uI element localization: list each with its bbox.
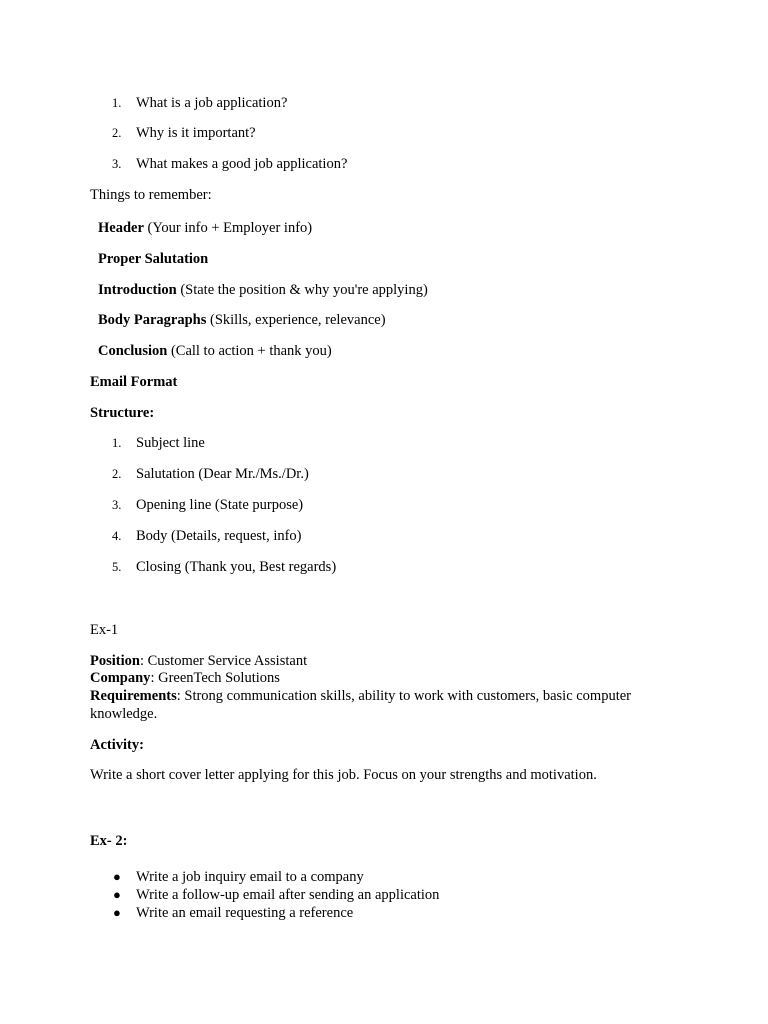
company-label: Company [90,670,151,686]
step-2-number: 2. [112,467,122,481]
question-2-text: Why is it important? [136,125,256,141]
bullet-icon: ● [113,869,121,884]
email-format-heading-text: Email Format [90,374,178,390]
step-2-text: Salutation (Dear Mr./Ms./Dr.) [136,466,309,482]
ex1-position [90,652,307,670]
requirements-value: : Strong communication skills, ability to work with customers, basic computer knowledge. [90,688,632,722]
step-3-text: Opening line (State purpose) [136,497,304,513]
structure-label-text: Structure: [90,405,155,421]
ex2-label-text: Ex- 2: [90,833,128,849]
step-3-number: 3. [112,498,122,512]
ex1-requirements [90,687,680,723]
ex1-company [90,669,280,687]
remember-item-detail: (Skills, experience, relevance) [206,312,386,328]
remember-item-label: Introduction [98,282,177,298]
question-1-number: 1. [112,96,122,110]
email-format-heading [90,373,177,391]
ex1-label: Ex-1 [90,622,119,638]
step-5-number: 5. [112,560,122,574]
structure-label [90,404,154,422]
step-4-number: 4. [112,529,122,543]
activity-text: Write a short cover letter applying for this job. Focus on your strengths and motivation. [90,767,597,783]
question-3-number: 3. [112,157,122,171]
bullet-icon: ● [113,887,121,902]
remember-item-introduction [98,281,428,299]
remember-item-label: Header [98,220,144,236]
remember-item-salutation [98,250,208,268]
company-value: : GreenTech Solutions [150,670,280,686]
step-4-text: Body (Details, request, info) [136,528,302,544]
requirements-label: Requirements [90,688,177,704]
ex2-label [90,832,127,850]
remember-item-conclusion [98,342,332,360]
position-label: Position [90,653,140,669]
step-1-text: Subject line [136,435,205,451]
remember-item-label: Body Paragraphs [98,312,207,328]
remember-item-label: Conclusion [98,343,168,359]
step-1-number: 1. [112,436,122,450]
ex2-item-2: Write a follow-up email after sending an application [136,887,440,903]
step-5-text: Closing (Thank you, Best regards) [136,559,337,575]
activity-label-text: Activity: [90,737,144,753]
things-to-remember-heading: Things to remember: [90,187,212,203]
remember-item-detail: (Your info + Employer info) [143,220,313,236]
question-2-number: 2. [112,126,122,140]
ex2-item-3: Write an email requesting a reference [136,905,354,921]
position-value: : Customer Service Assistant [139,653,308,669]
ex2-item-1: Write a job inquiry email to a company [136,869,364,885]
remember-item-detail: (Call to action + thank you) [167,343,332,359]
remember-item-label: Proper Salutation [98,251,209,267]
bullet-icon: ● [113,905,121,920]
activity-label [90,736,144,754]
remember-item-body-paragraphs [98,311,386,329]
question-1-text: What is a job application? [136,95,288,111]
remember-item-detail: (State the position & why you're applying) [176,282,428,298]
question-3-text: What makes a good job application? [136,156,348,172]
remember-item-header [98,219,312,237]
